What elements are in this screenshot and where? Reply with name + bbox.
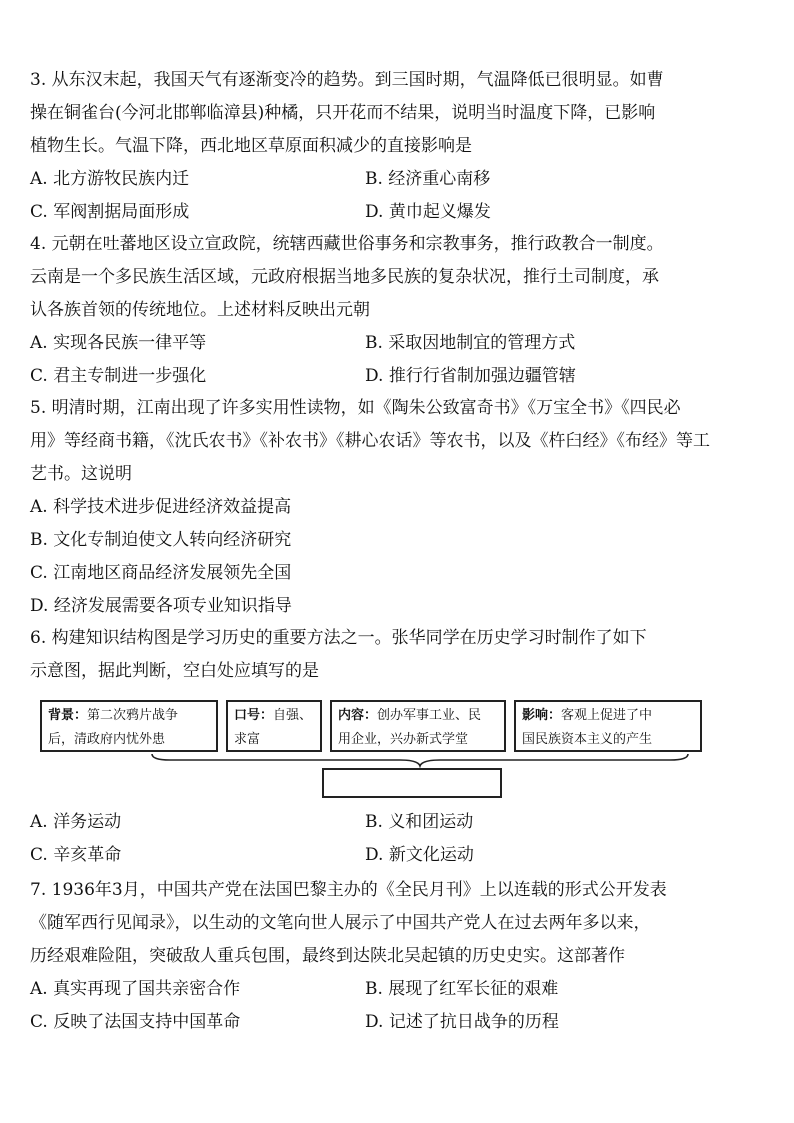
question-stem-line: 示意图，据此判断，空白处应填写的是 bbox=[30, 661, 319, 681]
options-row bbox=[30, 196, 750, 229]
question-4 bbox=[30, 228, 750, 393]
option-c[interactable]: C. 江南地区商品经济发展领先全国 bbox=[30, 563, 292, 583]
box-key: 口号： bbox=[234, 708, 274, 723]
option-d[interactable]: D. 新文化运动 bbox=[365, 845, 474, 865]
question-stem-line: 5. 明清时期，江南出现了许多实用性读物，如《陶朱公致富奇书》《万宝全书》《四民必 bbox=[30, 398, 681, 418]
option-d[interactable]: D. 推行行省制加强边疆管辖 bbox=[365, 366, 576, 386]
option-d[interactable]: D. 记述了抗日战争的历程 bbox=[365, 1012, 559, 1032]
box-text: 国民族资本主义的产生 bbox=[522, 732, 653, 747]
blank-answer-box bbox=[322, 768, 502, 798]
options-row bbox=[30, 973, 750, 1006]
box-text: 用企业，兴办新式学堂 bbox=[338, 732, 469, 747]
box-text: 自强、 bbox=[273, 708, 313, 723]
option-a[interactable]: A. 真实再现了国共亲密合作 bbox=[30, 979, 241, 999]
question-3 bbox=[30, 64, 750, 229]
question-stem-line: 4. 元朝在吐蕃地区设立宣政院，统辖西藏世俗事务和宗教事务，推行政教合一制度。 bbox=[30, 234, 664, 254]
box-text: 创办军事工业、民 bbox=[377, 708, 482, 723]
option-b[interactable]: B. 义和团运动 bbox=[365, 812, 474, 832]
option-d[interactable]: D. 黄巾起义爆发 bbox=[365, 202, 491, 222]
option-a[interactable]: A. 洋务运动 bbox=[30, 812, 122, 832]
question-6 bbox=[30, 622, 750, 872]
box-text: 客观上促进了中 bbox=[561, 708, 653, 723]
options-row bbox=[30, 360, 750, 393]
question-stem-line: 7. 1936年3月，中国共产党在法国巴黎主办的《全民月刊》上以连载的形式公开发表 bbox=[30, 880, 667, 900]
options-row bbox=[30, 839, 750, 872]
option-b[interactable]: B. 展现了红军长征的艰难 bbox=[365, 979, 559, 999]
option-c[interactable]: C. 反映了法国支持中国革命 bbox=[30, 1012, 241, 1032]
knowledge-structure-diagram bbox=[30, 688, 750, 806]
question-stem-line: 《随军西行见闻录》，以生动的文笔向世人展示了中国共产党人在过去两年多以来， bbox=[30, 913, 651, 933]
question-stem-line: 6. 构建知识结构图是学习历史的重要方法之一。张华同学在历史学习时制作了如下 bbox=[30, 628, 647, 648]
question-stem-line: 艺书。这说明 bbox=[30, 464, 132, 484]
option-b[interactable]: B. 文化专制迫使文人转向经济研究 bbox=[30, 530, 292, 550]
option-c[interactable]: C. 军阀割据局面形成 bbox=[30, 202, 190, 222]
box-key: 背景： bbox=[48, 708, 88, 723]
option-a[interactable]: A. 实现各民族一律平等 bbox=[30, 333, 207, 353]
options-row bbox=[30, 163, 750, 196]
question-stem-line: 植物生长。气温下降，西北地区草原面积减少的直接影响是 bbox=[30, 136, 472, 156]
question-5 bbox=[30, 392, 750, 623]
options-row bbox=[30, 806, 750, 839]
option-a[interactable]: A. 北方游牧民族内迁 bbox=[30, 169, 190, 189]
option-b[interactable]: B. 采取因地制宜的管理方式 bbox=[365, 333, 576, 353]
question-stem-line: 历经艰难险阻，突破敌人重兵包围，最终到达陕北吴起镇的历史史实。这部著作 bbox=[30, 946, 625, 966]
curly-brace-icon bbox=[150, 752, 690, 768]
option-c[interactable]: C. 君主专制进一步强化 bbox=[30, 366, 207, 386]
question-7 bbox=[30, 874, 750, 1039]
question-stem-line: 用》等经商书籍，《沈氏农书》《补农书》《耕心农话》等农书，以及《杵臼经》《布经》等工 bbox=[30, 431, 710, 451]
option-c[interactable]: C. 辛亥革命 bbox=[30, 845, 122, 865]
diagram-box-background bbox=[40, 700, 218, 752]
question-stem-line: 云南是一个多民族生活区域，元政府根据当地多民族的复杂状况，推行土司制度，承 bbox=[30, 267, 659, 287]
box-text: 求富 bbox=[234, 732, 261, 747]
question-stem-line: 3. 从东汉末起，我国天气有逐渐变冷的趋势。到三国时期，气温降低已很明显。如曹 bbox=[30, 70, 664, 90]
box-text: 后，清政府内忧外患 bbox=[48, 732, 166, 747]
diagram-box-impact bbox=[514, 700, 702, 752]
box-key: 影响： bbox=[522, 708, 562, 723]
diagram-box-content bbox=[330, 700, 506, 752]
option-d[interactable]: D. 经济发展需要各项专业知识指导 bbox=[30, 596, 292, 616]
option-b[interactable]: B. 经济重心南移 bbox=[365, 169, 491, 189]
options-row bbox=[30, 1006, 750, 1039]
option-a[interactable]: A. 科学技术进步促进经济效益提高 bbox=[30, 497, 292, 517]
question-stem-line: 认各族首领的传统地位。上述材料反映出元朝 bbox=[30, 300, 370, 320]
box-text: 第二次鸦片战争 bbox=[87, 708, 179, 723]
diagram-box-slogan bbox=[226, 700, 322, 752]
question-stem-line: 操在铜雀台(今河北邯郸临漳县)种橘，只开花而不结果，说明当时温度下降，已影响 bbox=[30, 103, 656, 123]
box-key: 内容： bbox=[338, 708, 378, 723]
options-row bbox=[30, 327, 750, 360]
